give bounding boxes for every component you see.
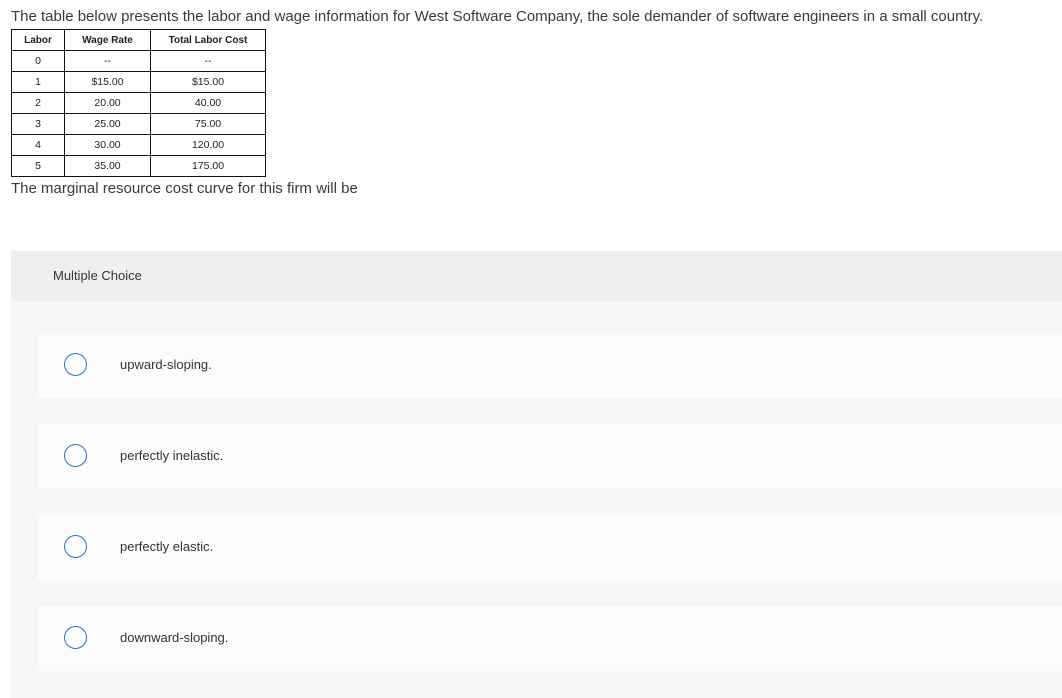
answer-option-upward-sloping[interactable] [37, 333, 1062, 398]
multiple-choice-header [11, 251, 1062, 301]
radio-button-icon[interactable] [64, 353, 87, 376]
answer-option-perfectly-inelastic[interactable] [37, 424, 1062, 489]
total-labor-cost-cell: 120.00 [151, 135, 266, 156]
table-row [12, 114, 266, 135]
labor-cell: 5 [12, 156, 65, 177]
radio-button-icon[interactable] [64, 626, 87, 649]
answer-option-label: downward-sloping. [120, 630, 229, 645]
multiple-choice-panel [11, 251, 1062, 698]
answer-option-label: perfectly elastic. [120, 539, 214, 554]
labor-cell: 0 [12, 51, 65, 72]
labor-wage-table [11, 29, 266, 177]
table-row [12, 72, 266, 93]
total-labor-cost-cell: 40.00 [151, 93, 266, 114]
wage-rate-cell: 35.00 [65, 156, 151, 177]
column-header-total-labor-cost: Total Labor Cost [151, 30, 266, 51]
total-labor-cost-cell: 175.00 [151, 156, 266, 177]
table-row [12, 51, 266, 72]
labor-cell: 4 [12, 135, 65, 156]
labor-cell: 1 [12, 72, 65, 93]
wage-rate-cell: $15.00 [65, 72, 151, 93]
table-row [12, 93, 266, 114]
total-labor-cost-cell: 75.00 [151, 114, 266, 135]
radio-button-icon[interactable] [64, 444, 87, 467]
column-header-labor: Labor [12, 30, 65, 51]
wage-rate-cell: 25.00 [65, 114, 151, 135]
labor-cell: 2 [12, 93, 65, 114]
question-intro: The table below presents the labor and wage information for West Software Company, the sole demander of software engineers in a small country. [11, 8, 984, 25]
total-labor-cost-cell: $15.00 [151, 72, 266, 93]
wage-rate-cell: -- [65, 51, 151, 72]
answer-option-label: upward-sloping. [120, 357, 212, 372]
column-header-wage-rate: Wage Rate [65, 30, 151, 51]
answer-option-label: perfectly inelastic. [120, 448, 224, 463]
table-header-row [12, 30, 266, 51]
wage-rate-cell: 30.00 [65, 135, 151, 156]
answer-option-downward-sloping[interactable] [37, 606, 1062, 671]
total-labor-cost-cell: -- [151, 51, 266, 72]
multiple-choice-title: Multiple Choice [53, 268, 142, 283]
answer-option-perfectly-elastic[interactable] [37, 515, 1062, 580]
labor-cell: 3 [12, 114, 65, 135]
radio-button-icon[interactable] [64, 535, 87, 558]
wage-rate-cell: 20.00 [65, 93, 151, 114]
table-row [12, 135, 266, 156]
question-prompt: The marginal resource cost curve for this firm will be [11, 180, 358, 197]
table-row [12, 156, 266, 177]
